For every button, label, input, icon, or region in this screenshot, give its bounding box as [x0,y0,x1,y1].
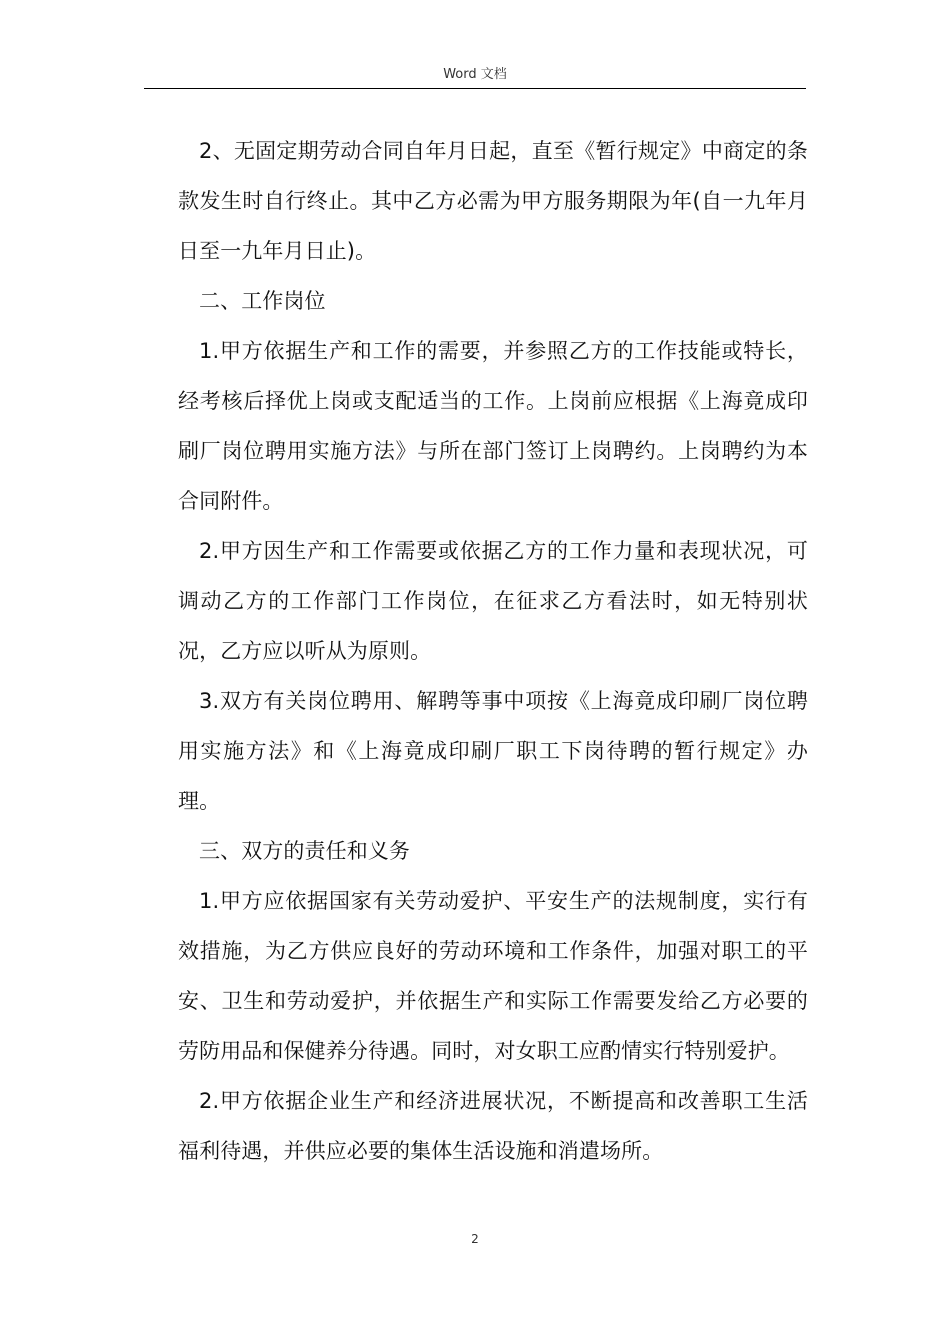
header-divider [144,88,806,89]
paragraph-fixed-term: 2、无固定期劳动合同自年月日起，直至《暂行规定》中商定的条款发生时自行终止。其中乙方必需为甲方服务期限为年(自一九年月日至一九年月日止)。 [178,139,808,263]
section-heading-work-position: 二、工作岗位 [199,289,326,313]
paragraph-labor-protection: 1.甲方应依据国家有关劳动爱护、平安生产的法规制度，实行有效措施，为乙方供应良好的劳动环境和工作条件，加强对职工的平安、卫生和劳动爱护，并依据生产和实际工作需要发给乙方必要的劳防用品和保健养分待遇。同时，对女职工应酌情实行特别爱护。 [178,889,808,1063]
paragraph-welfare: 2.甲方依据企业生产和经济进展状况，不断提高和改善职工生活福利待遇，并供应必要的集体生活设施和消遣场所。 [178,1089,808,1163]
page-number: 2 [471,1232,479,1246]
paragraph-position-assignment: 1.甲方依据生产和工作的需要，并参照乙方的工作技能或特长，经考核后择优上岗或支配适当的工作。上岗前应根据《上海竟成印刷厂岗位聘用实施方法》与所在部门签订上岗聘约。上岗聘约为本合同附件。 [178,339,808,513]
section-heading-responsibilities: 三、双方的责任和义务 [199,839,410,863]
paragraph-hiring-rules: 3.双方有关岗位聘用、解聘等事中项按《上海竟成印刷厂岗位聘用实施方法》和《上海竟成印刷厂职工下岗待聘的暂行规定》办理。 [178,689,808,813]
document-body [178,126,808,1176]
paragraph-position-transfer: 2.甲方因生产和工作需要或依据乙方的工作力量和表现状况，可调动乙方的工作部门工作岗位，在征求乙方看法时，如无特别状况，乙方应以听从为原则。 [178,539,808,663]
page-header: Word 文档 [443,67,507,82]
